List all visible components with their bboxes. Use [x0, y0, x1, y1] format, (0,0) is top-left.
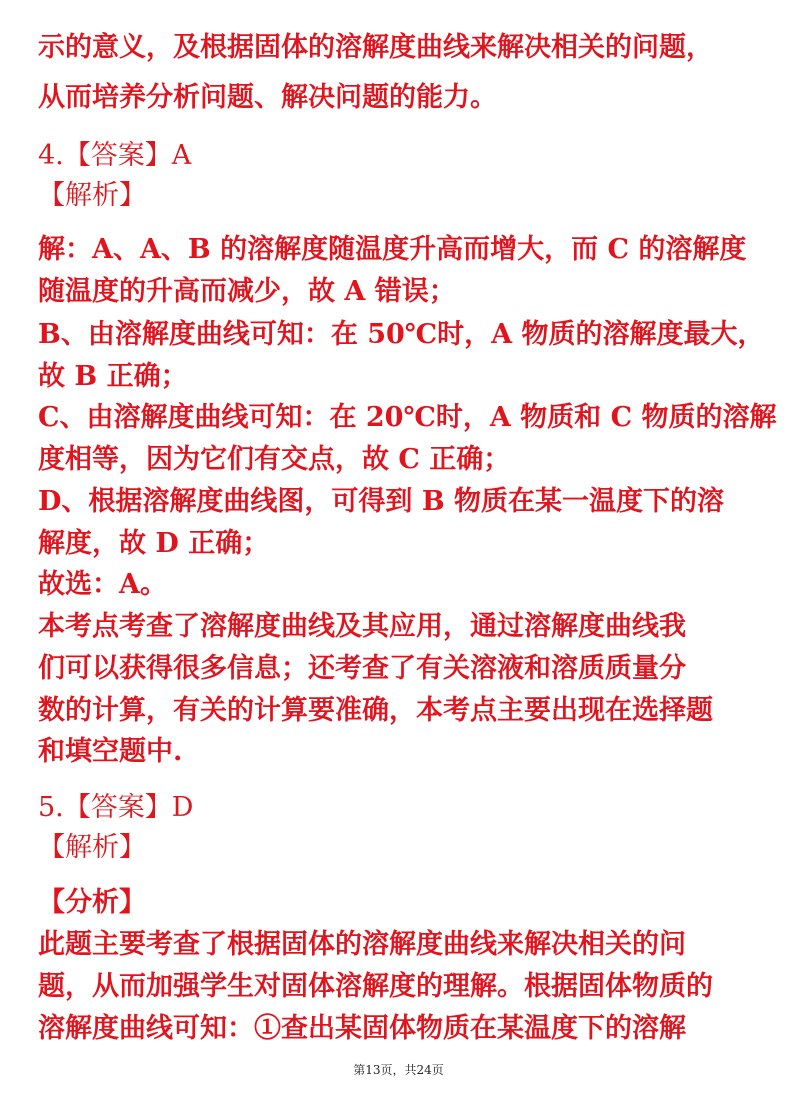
text-line-8: 故 B 正确；	[38, 361, 188, 392]
text-line-1: 示的意义，及根据固体的溶解度曲线来解决相关的问题，	[38, 32, 713, 63]
text-line-16: 数的计算，有关的计算要准确，本考点主要出现在选择题	[38, 695, 713, 726]
text-line-11: D、根据溶解度曲线图，可得到 B 物质在某一温度下的溶	[38, 486, 725, 517]
text-line-5: 解：A、A、B 的溶解度随温度升高而增大，而 C 的溶解度	[38, 234, 747, 265]
analysis-5-heading: 【解析】	[38, 832, 146, 863]
text-line-14: 本考点考查了溶解度曲线及其应用，通过溶解度曲线我	[38, 611, 686, 642]
text-line-2: 从而培养分析问题、解决问题的能力。	[38, 82, 497, 113]
section-analysis-heading: 【分析】	[38, 887, 146, 918]
analysis-4-heading: 【解析】	[38, 180, 146, 211]
answer-5-heading: 5.【答案】D	[38, 792, 194, 823]
text-line-6: 随温度的升高而减少，故 A 错误；	[38, 276, 456, 307]
text-line-23: 溶解度曲线可知：①查出某固体物质在某温度下的溶解	[38, 1013, 686, 1044]
text-line-12: 解度，故 D 正确；	[38, 528, 270, 559]
text-line-13: 故选：A。	[38, 569, 167, 600]
text-line-17: 和填空题中.	[38, 736, 183, 767]
text-line-22: 题，从而加强学生对固体溶解度的理解。根据固体物质的	[38, 971, 713, 1002]
text-line-21: 此题主要考查了根据固体的溶解度曲线来解决相关的问	[38, 929, 686, 960]
page-number-footer: 第13页，共24页	[353, 1063, 444, 1077]
text-line-9: C、由溶解度曲线可知：在 20℃时，A 物质和 C 物质的溶解	[38, 402, 777, 433]
text-line-10: 度相等，因为它们有交点，故 C 正确；	[38, 444, 511, 475]
text-line-15: 们可以获得很多信息；还考查了有关溶液和溶质质量分	[38, 653, 686, 684]
text-line-7: B、由溶解度曲线可知：在 50℃时，A 物质的溶解度最大，	[38, 319, 765, 350]
answer-4-heading: 4.【答案】A	[38, 140, 192, 171]
